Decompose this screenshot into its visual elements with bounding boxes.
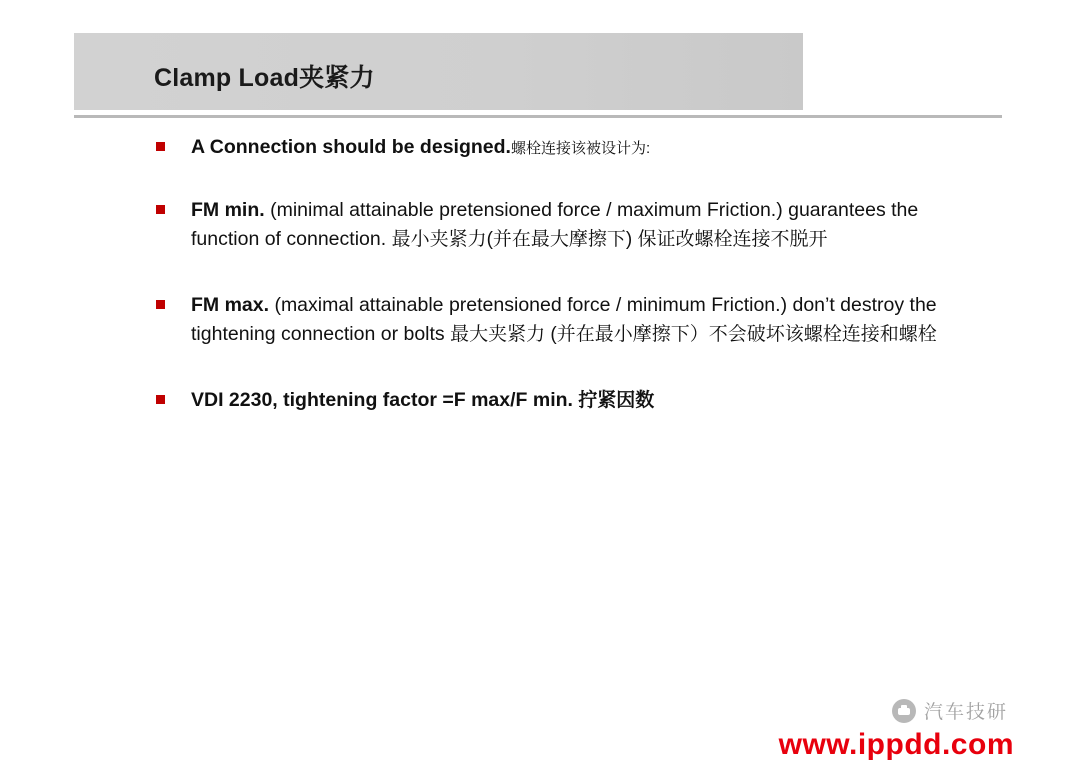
title-divider: [74, 115, 1002, 118]
square-bullet-icon: [156, 205, 165, 214]
bullet-rest-cn: 最大夹紧力 (并在最小摩擦下）不会破坏该螺栓连接和螺栓: [450, 324, 937, 345]
bullet-text: [191, 386, 970, 415]
square-bullet-icon: [156, 142, 165, 151]
bullet-rest: (maximal attainable pretensioned force / minimum Friction.) don’t destroy the tightening connection or bolts: [191, 294, 937, 345]
wechat-icon: [892, 699, 916, 723]
bullet-rest-cn: 最小夹紧力(并在最大摩擦下) 保证改螺栓连接不脱开: [391, 229, 828, 250]
list-item: [150, 386, 970, 415]
bullet-lead: FM min.: [191, 199, 265, 221]
bullet-lead: A Connection should be designed.: [191, 136, 511, 158]
square-bullet-icon: [156, 395, 165, 404]
bullet-rest: (minimal attainable pretensioned force / maximum Friction.) guarantees the function of connection.: [191, 199, 919, 250]
bullet-lead-cn: 螺栓连接该被设计为:: [510, 140, 651, 157]
watermark-account-name: 汽车技研: [923, 702, 1008, 723]
bullet-lead: VDI 2230, tightening factor =F max/F min.: [191, 389, 573, 411]
bullet-text: [191, 196, 970, 254]
watermark-url: www.ippdd.com: [778, 728, 1014, 761]
bullet-lead: FM max.: [191, 294, 270, 316]
bullet-text: [191, 133, 970, 163]
watermark-logo: [892, 697, 1008, 724]
list-item: [150, 291, 970, 349]
page-title: Clamp Load夹紧力: [154, 64, 375, 92]
list-item: [150, 196, 970, 254]
list-item: [150, 133, 970, 163]
square-bullet-icon: [156, 300, 165, 309]
bullet-list: [150, 133, 970, 415]
bullet-rest-cn: 拧紧因数: [572, 390, 655, 411]
bullet-text: [191, 291, 970, 349]
